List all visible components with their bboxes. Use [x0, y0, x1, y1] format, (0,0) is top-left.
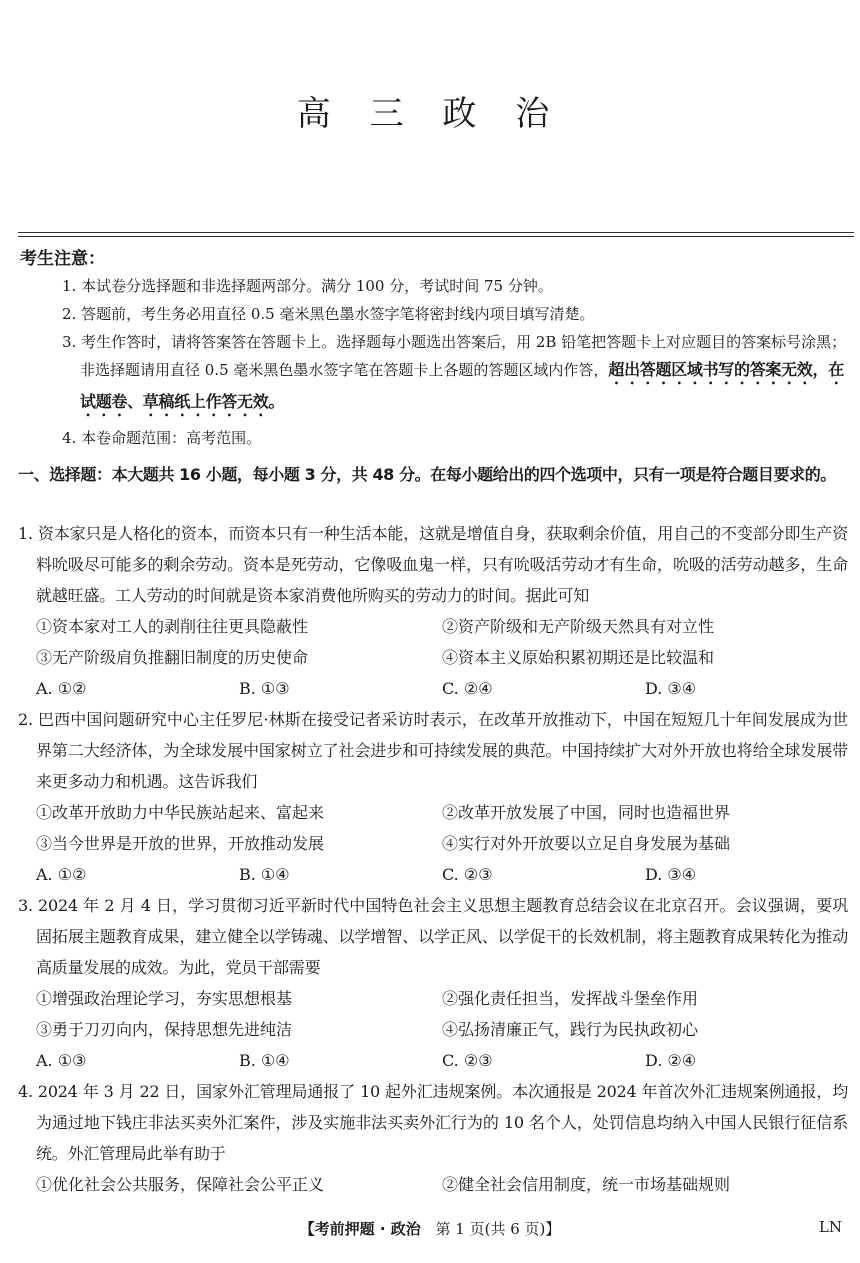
option-row	[18, 642, 848, 673]
statement-option: ①改革开放助力中华民族站起来、富起来	[36, 803, 325, 822]
answer-choice: B. ①④	[239, 1051, 290, 1070]
page-title: 高 三 政 治	[296, 94, 564, 134]
statement-option: ②健全社会信用制度，统一市场基础规则	[442, 1175, 731, 1194]
statement-option: ③当今世界是开放的世界，开放推动发展	[36, 834, 325, 853]
answer-choice: C. ②③	[442, 865, 493, 884]
statement-option: ③勇于刀刃向内，保持思想先进纯洁	[36, 1020, 293, 1039]
notice-item: 2. 答题前，考生务必用直径 0.5 毫米黑色墨水签字笔将密封线内项目填写清楚。	[62, 305, 595, 323]
question	[18, 1076, 848, 1200]
answer-choice: A. ①③	[36, 1051, 87, 1070]
page-footer	[0, 1218, 860, 1239]
answer-choice: B. ①③	[239, 679, 290, 698]
statement-option: ①优化社会公共服务，保障社会公平正义	[36, 1175, 325, 1194]
statement-option: ①增强政治理论学习，夯实思想根基	[36, 989, 293, 1008]
notice-warning: 超出答题区域书写的答案无效，在试题卷、草稿纸上作答无效。	[80, 360, 844, 411]
header-rule-thin	[18, 236, 854, 237]
answer-choice: B. ①④	[239, 865, 290, 884]
question	[18, 704, 848, 890]
statement-option: ②资产阶级和无产阶级天然具有对立性	[442, 617, 715, 636]
statement-option: ③无产阶级肩负推翻旧制度的历史使命	[36, 648, 309, 667]
option-row	[18, 611, 848, 642]
question	[18, 890, 848, 1076]
statement-option: ④实行对外开放要以立足自身发展为基础	[442, 834, 731, 853]
option-row	[18, 1014, 848, 1045]
choice-row	[18, 1045, 848, 1076]
question	[18, 518, 848, 704]
option-row	[18, 1169, 848, 1200]
statement-option: ②改革开放发展了中国，同时也造福世界	[442, 803, 731, 822]
option-row	[18, 983, 848, 1014]
question-stem: 2. 巴西中国问题研究中心主任罗尼·林斯在接受记者采访时表示，在改革开放推动下，中国在短短几十年间发展成为世界第二大经济体，为全球发展中国家树立了社会进步和可持续发展的典范。中国持续扩大对外开放也将给全球发展带来更多动力和机遇。这告诉我们	[18, 710, 848, 791]
notice-item: 1. 本试卷分选择题和非选择题两部分。满分 100 分，考试时间 75 分钟。	[62, 277, 553, 295]
statement-option: ②强化责任担当，发挥战斗堡垒作用	[442, 989, 699, 1008]
question-stem: 3. 2024 年 2 月 4 日，学习贯彻习近平新时代中国特色社会主义思想主题教育总结会议在北京召开。会议强调，要巩固拓展主题教育成果，建立健全以学铸魂、以学增智、以学正风、以学促干的长效机制，将主题教育成果转化为推动高质量发展的成效。为此，党员干部需要	[18, 896, 848, 977]
footer-page-number: 第 1 页(共 6 页)】	[435, 1220, 561, 1238]
question-stem: 4. 2024 年 3 月 22 日，国家外汇管理局通报了 10 起外汇违规案例。本次通报是 2024 年首次外汇违规案例通报，均为通过地下钱庄非法买卖外汇案件，涉及实施非法买卖外汇行为的 10 名个人，处罚信息均纳入中国人民银行征信系统。外汇管理局此举有助于	[18, 1082, 848, 1163]
answer-choice: D. ②④	[645, 1051, 697, 1070]
notice-heading: 考生注意：	[20, 249, 105, 269]
option-row	[18, 828, 848, 859]
header-rule-thick	[18, 232, 854, 233]
answer-choice: A. ①②	[36, 679, 87, 698]
answer-choice: A. ①②	[36, 865, 87, 884]
notice-item: 4. 本卷命题范围：高考范围。	[62, 429, 262, 447]
question-list	[18, 518, 848, 1200]
section-heading: 一、选择题：本大题共 16 小题，每小题 3 分，共 48 分。在每小题给出的四个选项中，只有一项是符合题目要求的。	[18, 465, 836, 484]
answer-choice: C. ②④	[442, 679, 493, 698]
notice-item-text: 3. 考生作答时，请将答案答在答题卡上。选择题每小题选出答案后，用 2B 铅笔把答题卡上对应题目的答案标号涂黑；非选择题请用直径 0.5 毫米黑色墨水签字笔在答题卡上各题的答题区域内作答，	[62, 333, 847, 379]
statement-option: ④弘扬清廉正气，践行为民执政初心	[442, 1020, 699, 1039]
footer-label: 【考前押题 · 政治	[299, 1220, 421, 1238]
notice-list	[62, 272, 852, 452]
notice-item	[62, 328, 852, 420]
footer-code: LN	[818, 1218, 842, 1236]
statement-option: ④资本主义原始积累初期还是比较温和	[442, 648, 715, 667]
question-stem: 1. 资本家只是人格化的资本，而资本只有一种生活本能，这就是增值自身，获取剩余价值，用自己的不变部分即生产资料吮吸尽可能多的剩余劳动。资本是死劳动，它像吸血鬼一样，只有吮吸活劳动才有生命，吮吸的活劳动越多，生命就越旺盛。工人劳动的时间就是资本家消费他所购买的劳动力的时间。据此可知	[18, 524, 848, 605]
choice-row	[18, 673, 848, 704]
answer-choice: C. ②③	[442, 1051, 493, 1070]
answer-choice: D. ③④	[645, 865, 697, 884]
choice-row	[18, 859, 848, 890]
statement-option: ①资本家对工人的剥削往往更具隐蔽性	[36, 617, 309, 636]
option-row	[18, 797, 848, 828]
answer-choice: D. ③④	[645, 679, 697, 698]
